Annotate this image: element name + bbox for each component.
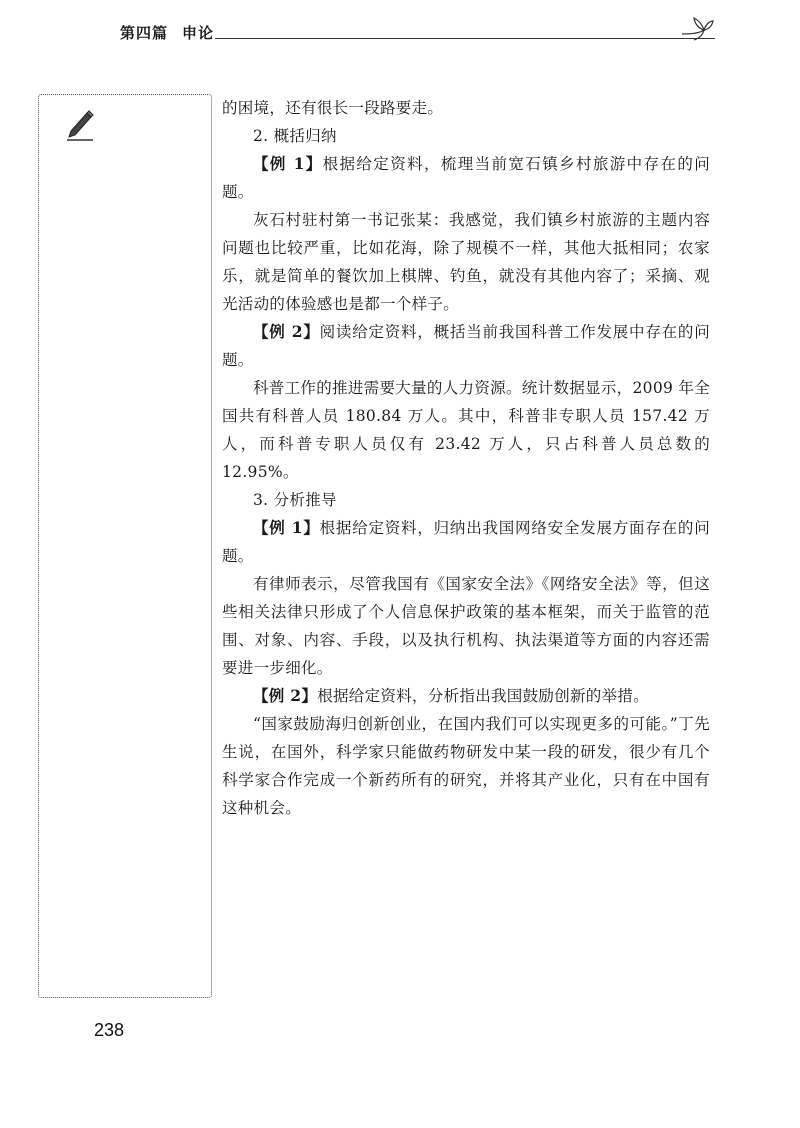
question-text: 根据给定资料，梳理当前宽石镇乡村旅游中存在的问题。 bbox=[222, 155, 711, 201]
example-question bbox=[222, 150, 710, 206]
example-material: 灰石村驻村第一书记张某：我感觉，我们镇乡村旅游的主题内容问题也比较严重，比如花海，除了规模不一样，其他大抵相同；农家乐，就是简单的餐饮加上棋牌、钓鱼，就没有其他内容了；采摘、观光活动的体验感也是都一个样子。 bbox=[222, 211, 710, 313]
section-heading: 2. 概括归纳 bbox=[253, 127, 337, 145]
notes-margin-box bbox=[38, 94, 212, 998]
example-material: “国家鼓励海归创新创业，在国内我们可以实现更多的可能。”丁先生说，在国外，科学家只能做药物研发中某一段的研发，很少有几个科学家合作完成一个新药所有的研究，并将其产业化，只有在中国有这种机会。 bbox=[222, 715, 710, 817]
example-question bbox=[222, 682, 710, 710]
example-label: 【例 1】 bbox=[253, 154, 323, 173]
pencil-icon bbox=[65, 109, 95, 143]
example-question bbox=[222, 318, 710, 374]
header-title bbox=[120, 22, 214, 43]
example-material: 科普工作的推进需要大量的人力资源。统计数据显示，2009 年全国共有科普人员 180.84 万人。其中，科普非专职人员 157.42 万人，而科普专职人员仅有 23.42 万人，只占科普人员总数的 12.95%。 bbox=[222, 379, 710, 481]
example-label: 【例 1】 bbox=[253, 518, 320, 537]
header-chapter: 申论 bbox=[182, 24, 215, 42]
example-label: 【例 2】 bbox=[253, 686, 318, 705]
running-header bbox=[120, 18, 710, 48]
sprout-icon bbox=[680, 16, 714, 46]
section-heading: 3. 分析推导 bbox=[253, 491, 337, 509]
continued-paragraph: 的困境，还有很长一段路要走。 bbox=[222, 99, 444, 117]
example-label: 【例 2】 bbox=[253, 322, 320, 341]
question-text: 阅读给定资料，概括当前我国科普工作发展中存在的问题。 bbox=[222, 323, 711, 369]
question-text: 根据给定资料，归纳出我国网络安全发展方面存在的问题。 bbox=[222, 519, 711, 565]
page-number: 238 bbox=[94, 1020, 125, 1040]
main-text bbox=[222, 94, 710, 822]
question-text: 根据给定资料，分析指出我国鼓励创新的举措。 bbox=[317, 687, 649, 705]
header-part: 第四篇 bbox=[120, 24, 169, 42]
example-question bbox=[222, 514, 710, 570]
example-material: 有律师表示，尽管我国有《国家安全法》《网络安全法》等，但这些相关法律只形成了个人信息保护政策的基本框架，而关于监管的范围、对象、内容、手段，以及执行机构、执法渠道等方面的内容还需要进一步细化。 bbox=[222, 575, 710, 677]
header-rule bbox=[215, 38, 715, 39]
